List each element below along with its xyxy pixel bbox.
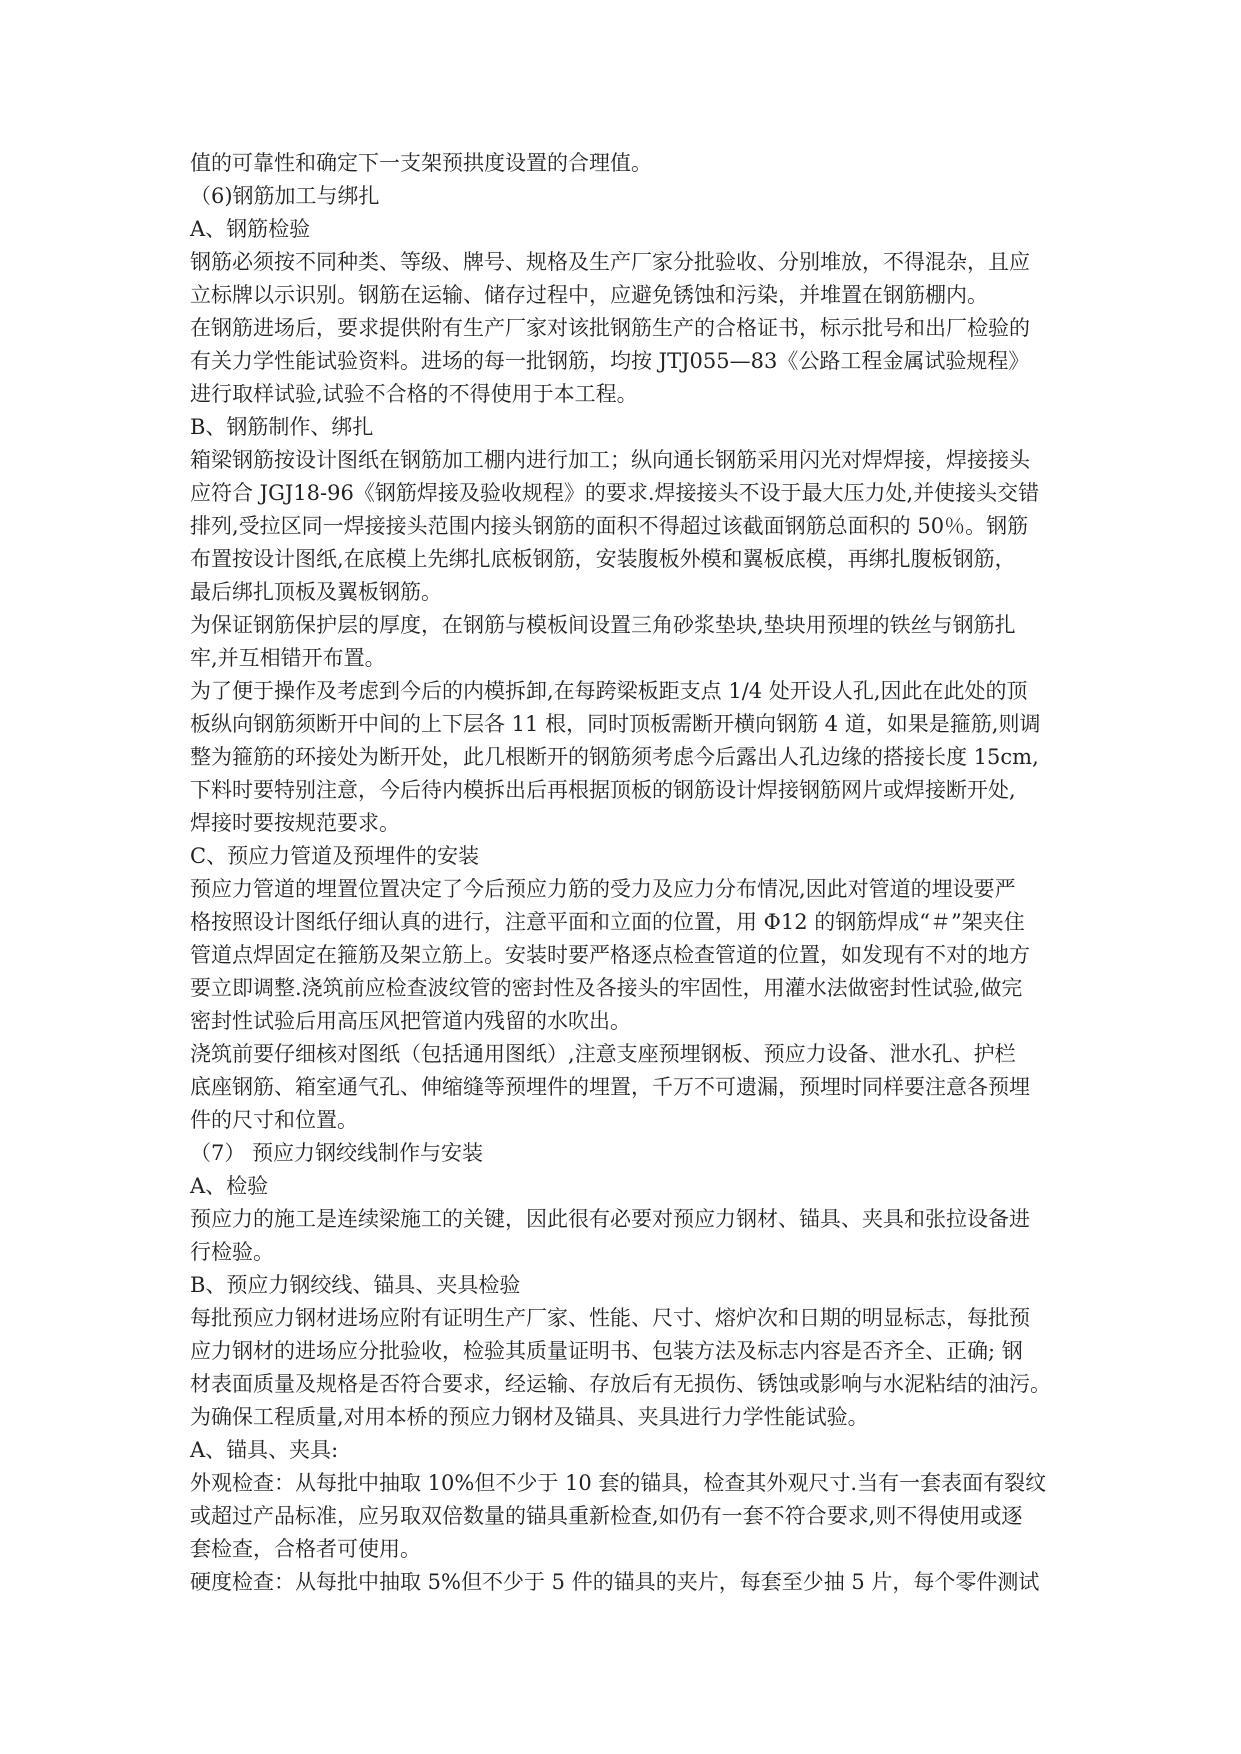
text-line: 为了便于操作及考虑到今后的内模拆卸,在每跨梁板距支点 1/4 处开设人孔,因此在此处的顶 [190, 679, 1028, 703]
text-line: 或超过产品标准，应另取双倍数量的锚具重新检查,如仍有一套不符合要求,则不得使用或逐 [190, 1504, 1023, 1528]
text-line: 焊接时要按规范要求。 [190, 811, 400, 835]
text-line: 密封性试验后用高压风把管道内残留的水吹出。 [190, 1009, 631, 1033]
text-line: 最后绑扎顶板及翼板钢筋。 [190, 580, 442, 604]
text-line: 外观检查：从每批中抽取 10%但不少于 10 套的锚具，检查其外观尺寸.当有一套表面有裂纹 [190, 1471, 1047, 1495]
text-line: 为保证钢筋保护层的厚度，在钢筋与模板间设置三角砂浆垫块,垫块用预埋的铁丝与钢筋扎 [190, 613, 1016, 637]
text-line: 布置按设计图纸,在底模上先绑扎底板钢筋，安装腹板外模和翼板底模，再绑扎腹板钢筋， [190, 547, 1016, 571]
text-line: 每批预应力钢材进场应附有证明生产厂家、性能、尺寸、熔炉次和日期的明显标志，每批预 [190, 1306, 1030, 1330]
subsection-heading: B、钢筋制作、绑扎 [190, 415, 374, 439]
subsection-heading: C、预应力管道及预埋件的安装 [190, 844, 480, 868]
text-line: 底座钢筋、箱室通气孔、伸缩缝等预埋件的埋置，千万不可遗漏，预埋时同样要注意各预埋 [190, 1075, 1030, 1099]
text-line: 应符合 JGJ18-96《钢筋焊接及验收规程》的要求.焊接接头不设于最大压力处,并使接头交错 [190, 481, 1040, 505]
text-line: 整为箍筋的环接处为断开处，此几根断开的钢筋须考虑今后露出人孔边缘的搭接长度 15cm, [190, 745, 1039, 769]
text-line: 箱梁钢筋按设计图纸在钢筋加工棚内进行加工；纵向通长钢筋采用闪光对焊焊接，焊接接头 [190, 448, 1030, 472]
text-line: 行检验。 [190, 1240, 274, 1264]
text-line: 立标牌以示识别。钢筋在运输、储存过程中，应避免锈蚀和污染，并堆置在钢筋棚内。 [190, 283, 988, 307]
text-line: 管道点焊固定在箍筋及架立筋上。安装时要严格逐点检查管道的位置，如发现有不对的地方 [190, 943, 1030, 967]
text-line: 预应力的施工是连续梁施工的关键，因此很有必要对预应力钢材、锚具、夹具和张拉设备进 [190, 1207, 1030, 1231]
text-line: 预应力管道的埋置位置决定了今后预应力筋的受力及应力分布情况,因此对管道的埋设要严 [190, 877, 1016, 901]
text-line: 格按照设计图纸仔细认真的进行，注意平面和立面的位置，用 Φ12 的钢筋焊成“＃”架夹住 [190, 910, 1025, 934]
text-line: 要立即调整.浇筑前应检查波纹管的密封性及各接头的牢固性，用灌水法做密封性试验,做完 [190, 976, 1023, 1000]
text-line: 套检查，合格者可使用。 [190, 1537, 421, 1561]
section-heading: （6)钢筋加工与绑扎 [190, 184, 380, 208]
text-line: 值的可靠性和确定下一支架预拱度设置的合理值。 [190, 151, 652, 175]
text-line: 下料时要特别注意，今后待内模拆出后再根据顶板的钢筋设计焊接钢筋网片或焊接断开处, [190, 778, 1016, 802]
text-line: 应力钢材的进场应分批验收，检验其质量证明书、包装方法及标志内容是否齐全、正确; 钢 [190, 1339, 1023, 1363]
text-line: 板纵向钢筋须断开中间的上下层各 11 根，同时顶板需断开横向钢筋 4 道，如果是箍筋,则调 [190, 712, 1041, 736]
subsection-heading: B、预应力钢绞线、锚具、夹具检验 [190, 1273, 521, 1297]
text-line: 有关力学性能试验资料。进场的每一批钢筋，均按 JTJ055—83《公路工程金属试验规程》 [190, 349, 1030, 373]
text-line: 牢,并互相错开布置。 [190, 646, 386, 670]
text-line: 为确保工程质量,对用本桥的预应力钢材及锚具、夹具进行力学性能试验。 [190, 1405, 869, 1429]
text-line: 在钢筋进场后，要求提供附有生产厂家对该批钢筋生产的合格证书，标示批号和出厂检验的 [190, 316, 1030, 340]
text-line: 材表面质量及规格是否符合要求，经运输、存放后有无损伤、锈蚀或影响与水泥粘结的油污。 [190, 1372, 1051, 1396]
text-line: 钢筋必须按不同种类、等级、牌号、规格及生产厂家分批验收、分别堆放，不得混杂，且应 [190, 250, 1030, 274]
text-line: 件的尺寸和位置。 [190, 1108, 358, 1132]
subsection-heading: A、锚具、夹具: [190, 1438, 339, 1462]
text-line: 排列,受拉区同一焊接接头范围内接头钢筋的面积不得超过该截面钢筋总面积的 50％。钢筋 [190, 514, 1029, 538]
text-line: 进行取样试验,试验不合格的不得使用于本工程。 [190, 382, 638, 406]
text-line: 浇筑前要仔细核对图纸（包括通用图纸）,注意支座预埋钢板、预应力设备、泄水孔、护栏 [190, 1042, 1016, 1066]
subsection-heading: A、钢筋检验 [190, 217, 311, 241]
subsection-heading: A、检验 [190, 1174, 269, 1198]
section-heading: （7） 预应力钢绞线制作与安装 [190, 1141, 484, 1165]
text-line: 硬度检查：从每批中抽取 5%但不少于 5 件的锚具的夹片，每套至少抽 5 片，每个零件测试 [190, 1570, 1040, 1594]
